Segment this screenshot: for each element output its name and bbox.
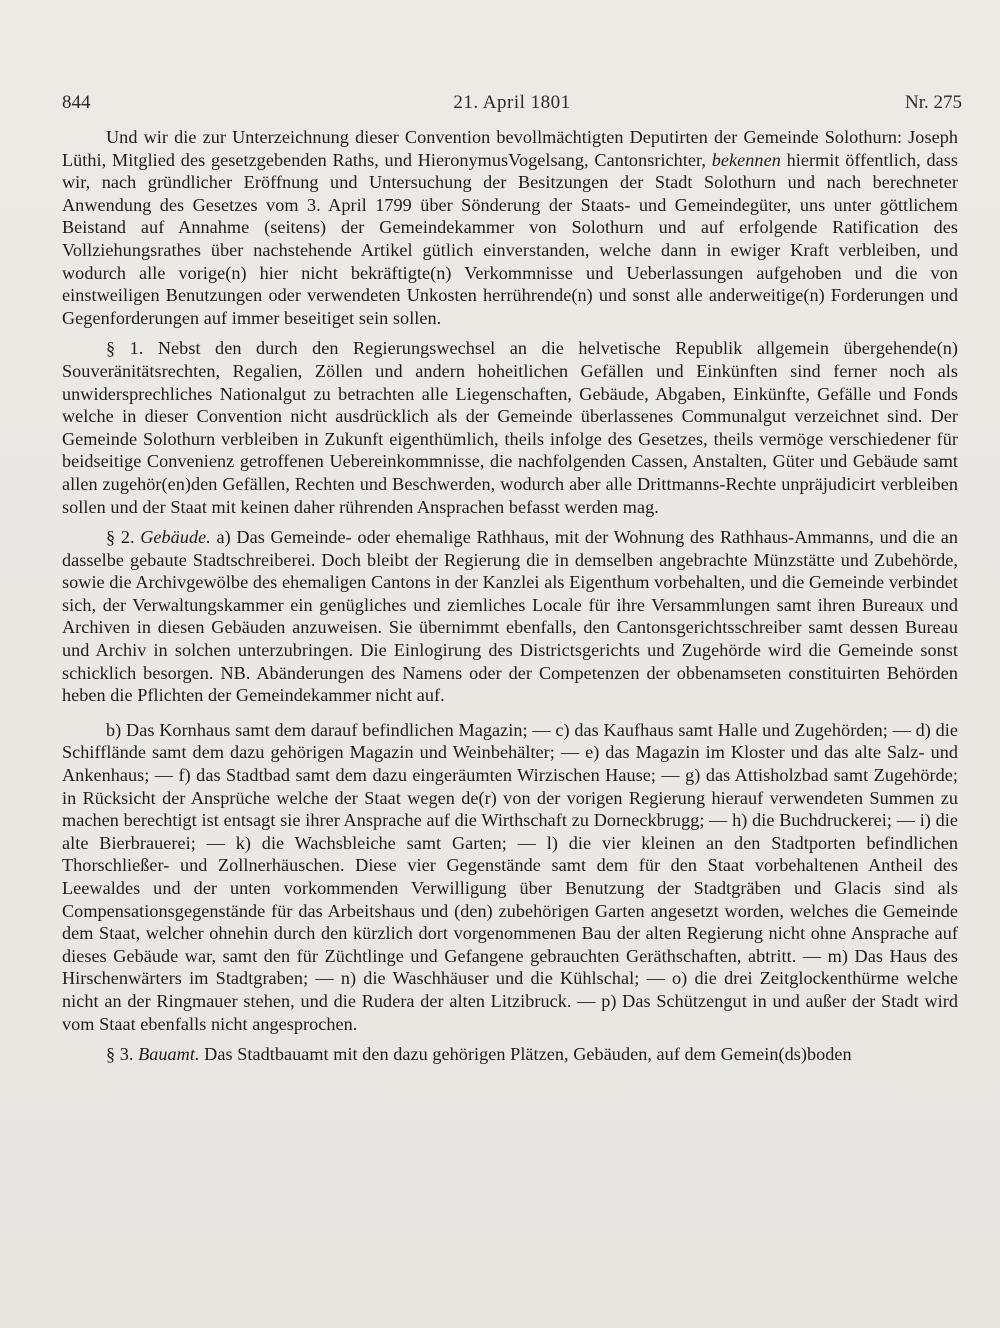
- document-number: Nr. 275: [905, 92, 962, 113]
- section-2-text-a: a) Das Gemeinde- oder ehemalige Rathhaus, mit der Wohnung des Rathhaus-Ammanns, und die an dasselbe gebaute Stadtschreiberei. Doch bleibt der Regierung die in demselben angebrachte Münzstätte und Zubehörde, sowie die Archivgewölbe des ehemaligen Cantons in der Kanzlei als Eigenthum vorbehalten, und die Gemeinde verbindet sich, der Verwaltungskammer ein genügliches und ziemliches Locale für ihre Versammlungen samt ihren Bureaux und Archiven in diesen Gebäuden anzuweisen. Sie übernimmt ebenfalls, den Cantonsgerichtsschreiber samt dessen Bureau und Archiv in solchen unterzubringen. Die Einlogirung des Districtsgerichts und Zugehörde wird die Gemeinde sonst schicklich besorgen. NB. Abänderungen des Namens oder der Competenzen der obbenamseten constituirten Behörden heben die Pflichten der Gemeindekammer nicht auf.: [62, 527, 958, 706]
- header-date: 21. April 1801: [453, 92, 571, 113]
- section-3-paragraph: [62, 1043, 958, 1066]
- page-header: [62, 92, 962, 120]
- section-2-heading: Gebäude.: [140, 527, 211, 548]
- section-3-text: Das Stadtbauamt mit den dazu gehörigen Plätzen, Gebäuden, auf dem Gemein(ds)boden: [199, 1044, 852, 1065]
- intro-emphasis: bekennen: [711, 149, 781, 170]
- section-3-prefix: § 3.: [106, 1044, 139, 1065]
- page-number: 844: [62, 92, 91, 113]
- section-2-paragraph-b: b) Das Kornhaus samt dem darauf befindlichen Magazin; — c) das Kaufhaus samt Halle und Zugehörden; — d) die Schifflände samt dem dazu gehörigen Magazin und Weinbehälter; — e) das Magazin im Kloster und das alte Salz- und Ankenhaus; — f) das Stadtbad samt dem dazu eingeräumten Wirzischen Hause; — g) das Attisholzbad samt Zugehörde; in Rücksicht der Ansprüche welche der Staat wegen de(r) von der vorigen Regierung hierauf verwendeten Summen zu machen berechtigt ist entsagt sie ihrer Ansprache auf die Wirthschaft zu Dorneckbrugg; — h) die Buchdruckerei; — i) die alte Bierbrauerei; — k) die Wachsbleiche samt Garten; — l) die vier kleinen an den Stadtporten befindlichen Thorschließer- und Zollnerhäuschen. Diese vier Gegenstände samt dem für den Staat vorbehaltenen Antheil des Leewaldes und der unten vorkommenden Verwilligung über Benutzung der Stadtgräben und Glacis sind als Compensationsgegenstände für das Arbeitshaus und (den) zubehörigen Garten angesetzt worden, welches die Gemeinde dem Staat, welcher ohnehin durch den kürzlich dort vorgenommenen Bau der alten Regierung nicht ohne Ansprache auf dieses Gebäude war, samt den für Züchtlinge und Gefangene gebrauchten Geräthschaften, abtritt. — m) Das Haus des Hirschenwärters im Stadtgraben; — n) die Waschhäuser und die Kühlschal; — o) die drei Zeitglockenthürme welche nicht an der Ringmauer stehen, und die Rudera der alten Litzibruck. — p) Das Schützengut in und außer der Stadt wird vom Staat ebenfalls nicht angesprochen.: [62, 719, 958, 1034]
- document-body: [62, 126, 958, 1066]
- section-1-paragraph: § 1. Nebst den durch den Regierungswechsel an die helvetische Republik allgemein übergehende(n) Souveränitätsrechten, Regalien, Zöllen und andern hoheitlichen Gefällen und Einkünften sind ferner noch als unwidersprechliches Nationalgut zu betrachten alle Liegenschaften, Gebäude, Abgaben, Einkünfte, Gefälle und Fonds welche in dieser Convention nicht ausdrücklich als der Gemeinde überlassenes Communalgut verzeichnet sind. Der Gemeinde Solothurn verbleiben in Zukunft eigenthümlich, theils infolge des Gesetzes, theils vermöge verschiedener für beidseitige Convenienz getroffenen Uebereinkommnisse, die nachfolgenden Cassen, Anstalten, Güter und Gebäude samt allen zugehör(en)den Gefällen, Rechten und Beschwerden, wodurch aber alle Drittmanns-Rechte unpräjudicirt verbleiben sollen und der Staat mit keinen daher rührenden Ansprachen befasst werden mag.: [62, 338, 958, 517]
- intro-text-before: Und wir die zur Unterzeichnung dieser Convention bevollmächtigten Deputirten der Gemeinde Solothurn: Joseph Lüthi, Mitglied des gesetzgebenden Raths, und HieronymusVogelsang, Cantonsrichter,: [62, 127, 958, 170]
- intro-text-after: hiermit öffentlich, dass wir, nach gründlicher Eröffnung und Untersuchung der Besitzungen der Stadt Solothurn und nach berechneter Anwendung des Gesetzes vom 3. April 1799 über Sönderung der Staats- und Gemeindegüter, uns unter göttlichem Beistand auf Annahme (seitens) der Gemeindekammer von Solothurn und auf erfolgende Ratification des Vollziehungsrathes über nachstehende Artikel gütlich einverstanden, welche dann in ewiger Kraft verbleiben, und wodurch alle vorige(n) hier nicht bekräftigte(n) Verkommnisse und Ueberlassungen aufgehoben und die von einstweiligen Benutzungen oder verwendeten Unkosten herrührende(n) und sonst alle anderweitige(n) Forderungen und Gegenforderungen auf immer beseitiget sein sollen.: [62, 149, 958, 328]
- intro-paragraph: [62, 126, 958, 329]
- section-3-heading: Bauamt.: [138, 1044, 200, 1065]
- section-2-prefix: § 2.: [106, 527, 141, 548]
- section-2-paragraph-a: [62, 526, 958, 707]
